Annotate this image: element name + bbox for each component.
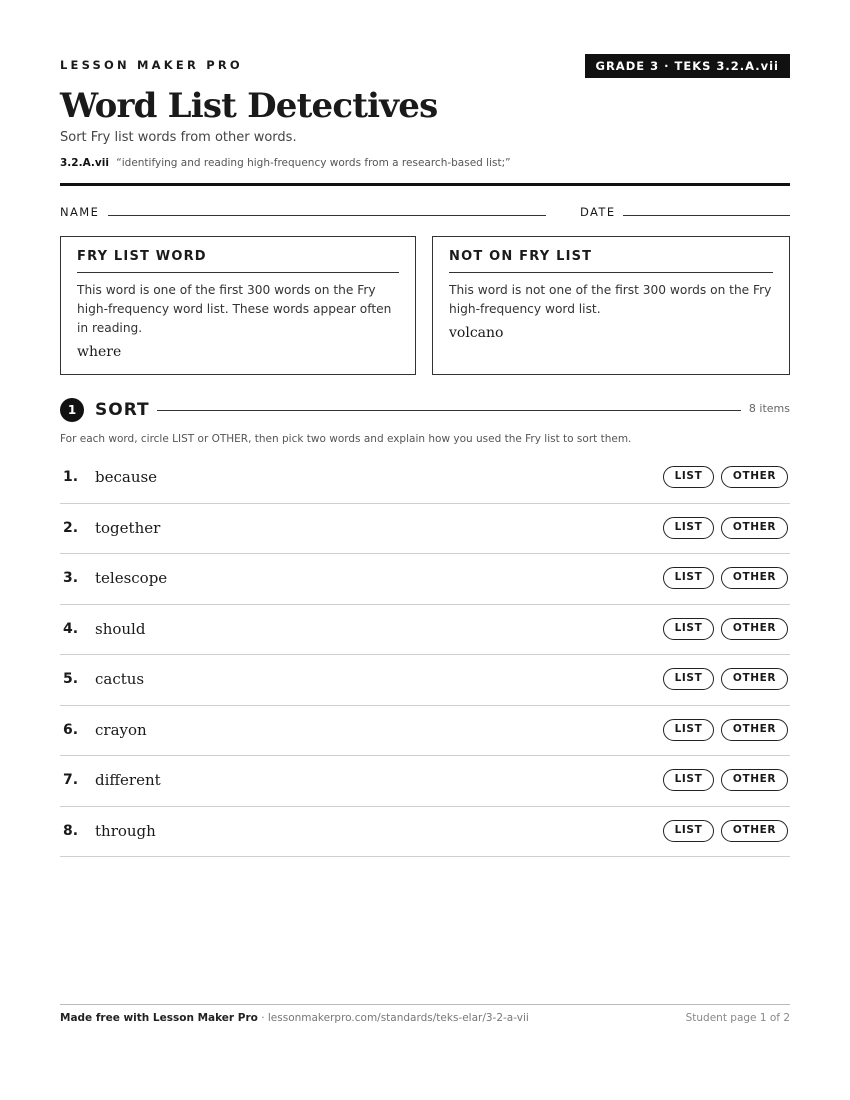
page-title: Word List Detectives — [60, 86, 438, 126]
sort-item — [60, 807, 790, 858]
date-field[interactable] — [623, 215, 790, 216]
item-number: 8. — [63, 822, 79, 839]
item-number: 4. — [63, 620, 79, 637]
item-number: 6. — [63, 721, 79, 738]
section-title: SORT — [95, 400, 150, 420]
standard-text: “identifying and reading high-frequency words from a research-based list;” — [116, 157, 511, 169]
list-choice-button[interactable]: LIST — [663, 769, 714, 791]
card-fry-list-word — [60, 236, 416, 375]
name-label: NAME — [60, 205, 100, 219]
card-example: volcano — [449, 325, 504, 341]
card-not-on-fry-list — [432, 236, 790, 375]
other-choice-button[interactable]: OTHER — [721, 820, 788, 842]
item-number: 7. — [63, 772, 79, 788]
item-count: 8 items — [748, 402, 790, 415]
section-divider — [157, 410, 741, 411]
other-choice-button[interactable]: OTHER — [721, 719, 788, 741]
footer-credit — [60, 1012, 529, 1024]
item-word: cactus — [95, 670, 145, 688]
page-indicator: Student page 1 of 2 — [685, 1012, 790, 1024]
list-choice-button[interactable]: LIST — [663, 466, 714, 488]
item-word: different — [95, 771, 161, 789]
list-choice-button[interactable]: LIST — [663, 668, 714, 690]
list-choice-button[interactable]: LIST — [663, 517, 714, 539]
other-choice-button[interactable]: OTHER — [721, 769, 788, 791]
other-choice-button[interactable]: OTHER — [721, 668, 788, 690]
other-choice-button[interactable]: OTHER — [721, 466, 788, 488]
sort-item — [60, 706, 790, 757]
item-word: should — [95, 619, 146, 638]
item-word: crayon — [95, 720, 147, 739]
sort-item — [60, 554, 790, 605]
brand-name: LESSON MAKER PRO — [60, 58, 243, 72]
sort-item — [60, 504, 790, 555]
card-title: NOT ON FRY LIST — [449, 249, 773, 273]
item-number: 1. — [63, 469, 79, 485]
sort-item-list — [60, 453, 790, 857]
page-subtitle: Sort Fry list words from other words. — [60, 130, 297, 145]
sort-item — [60, 453, 790, 504]
item-word: because — [95, 468, 158, 486]
item-number: 2. — [63, 519, 79, 536]
sort-item — [60, 655, 790, 706]
item-number: 5. — [63, 671, 79, 687]
card-title: FRY LIST WORD — [77, 249, 399, 273]
footer-divider — [60, 1004, 790, 1005]
standard-code: 3.2.A.vii — [60, 157, 109, 169]
footer-url[interactable]: · lessonmakerpro.com/standards/teks-elar/3-2-a-vii — [257, 1012, 529, 1024]
item-word: telescope — [95, 569, 168, 587]
item-number: 3. — [63, 570, 79, 586]
other-choice-button[interactable]: OTHER — [721, 517, 788, 539]
card-description: This word is not one of the first 300 words on the Fry high-frequency word list. — [449, 283, 772, 316]
standard-line — [60, 157, 511, 169]
other-choice-button[interactable]: OTHER — [721, 567, 788, 589]
date-label: DATE — [580, 205, 616, 219]
instructions: For each word, circle LIST or OTHER, then pick two words and explain how you used the Fry list to sort them. — [60, 433, 632, 445]
list-choice-button[interactable]: LIST — [663, 567, 714, 589]
footer-made-with: Made free with Lesson Maker Pro — [60, 1012, 258, 1024]
grade-badge: GRADE 3 · TEKS 3.2.A.vii — [585, 54, 790, 78]
list-choice-button[interactable]: LIST — [663, 618, 714, 640]
sort-item — [60, 605, 790, 656]
section-number-badge: 1 — [60, 398, 84, 422]
name-field[interactable] — [108, 215, 546, 216]
card-description: This word is one of the first 300 words on the Fry high-frequency word list. These words appear often in reading. — [77, 283, 392, 335]
list-choice-button[interactable]: LIST — [663, 820, 714, 842]
sort-item — [60, 756, 790, 807]
item-word: through — [95, 821, 156, 840]
list-choice-button[interactable]: LIST — [663, 719, 714, 741]
header-divider — [60, 183, 790, 186]
item-word: together — [95, 518, 161, 537]
card-example: where — [77, 344, 122, 360]
other-choice-button[interactable]: OTHER — [721, 618, 788, 640]
